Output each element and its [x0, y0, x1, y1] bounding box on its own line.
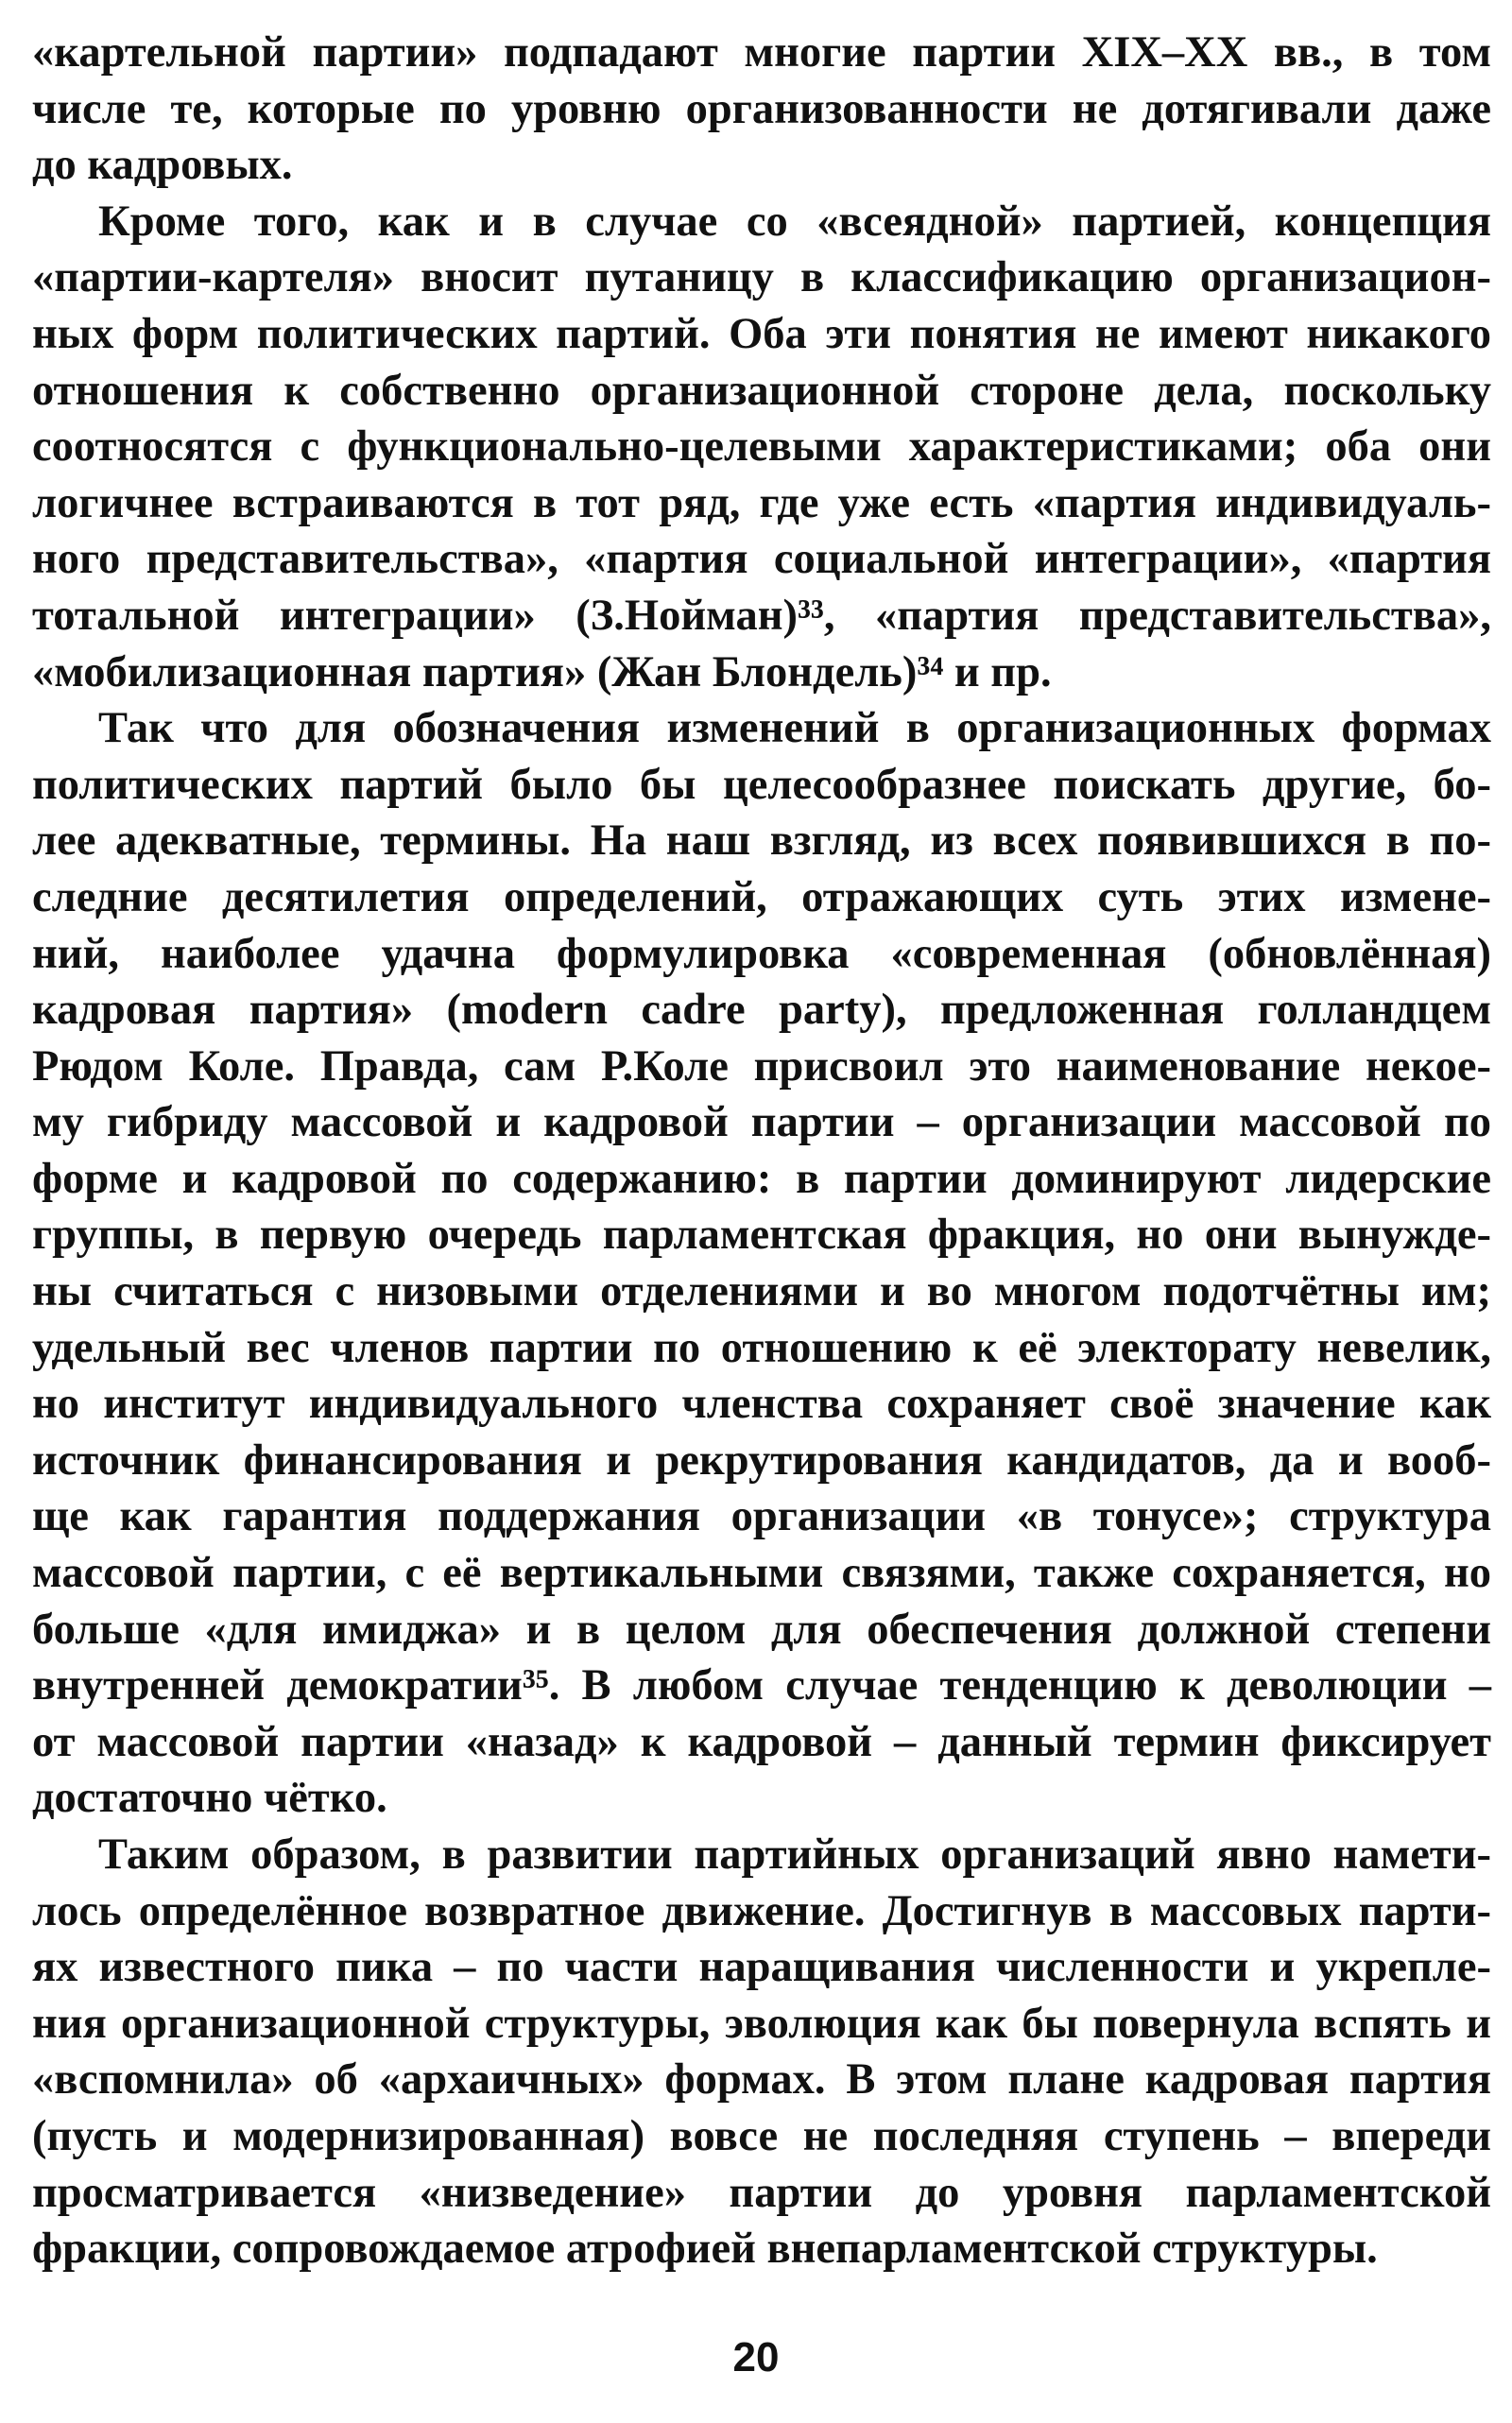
text-line: «мобилизационная партия» (Жан Блондель)³⁴ и пр. — [32, 647, 1052, 696]
text-line: от массовой партии «назад» к кадровой – данный термин фиксирует — [32, 1717, 1491, 1766]
text-line: му гибриду массовой и кадровой партии – организации массовой по — [32, 1098, 1491, 1147]
text-line: лее адекватные, термины. На наш взгляд, из всех появившихся в по- — [32, 816, 1491, 866]
text-line: до кадровых. — [32, 141, 293, 190]
text-line: массовой партии, с её вертикальными связями, также сохраняется, но — [32, 1549, 1491, 1598]
text-line: удельный вес членов партии по отношению к её электорату невелик, — [32, 1323, 1491, 1372]
text-line: следние десятилетия определений, отражающих суть этих измене- — [32, 872, 1491, 921]
text-line: фракции, сопровождаемое атрофией внепарламентской структуры. — [32, 2225, 1378, 2274]
text-line: источник финансирования и рекрутирования кандидатов, да и вооб- — [32, 1435, 1491, 1485]
text-line: форме и кадровой по содержанию: в партии доминируют лидерские — [32, 1154, 1491, 1203]
text-line: внутренней демократии³⁵. В любом случае тенденцию к деволюции – — [32, 1661, 1491, 1710]
text-line: Кроме того, как и в случае со «всеядной» партией, концепция — [98, 197, 1491, 246]
page-body — [32, 25, 1491, 2277]
text-line: Так что для обозначения изменений в организационных формах — [98, 704, 1491, 753]
text-line: достаточно чётко. — [32, 1774, 387, 1823]
text-line: Таким образом, в развитии партийных организаций явно намети- — [98, 1830, 1491, 1879]
text-line: «вспомнила» об «архаичных» формах. В этом плане кадровая партия — [32, 2055, 1491, 2105]
page-number: 20 — [732, 2334, 780, 2380]
text-line: соотносятся с функционально-целевыми характеристиками; оба они — [32, 422, 1491, 472]
text-line: лось определённое возвратное движение. Достигнув в массовых парти- — [32, 1886, 1491, 1935]
text-line: «картельной партии» подпадают многие партии XIX–XX вв., в том — [32, 28, 1491, 77]
text-line: больше «для имиджа» и в целом для обеспечения должной степени — [32, 1605, 1491, 1654]
text-line: просматривается «низведение» партии до уровня парламентской — [32, 2168, 1491, 2217]
text-line: отношения к собственно организационной стороне дела, поскольку — [32, 366, 1491, 415]
text-line: «партии-картеля» вносит путаницу в классификацию организацион- — [32, 253, 1491, 302]
text-line: ях известного пика – по части наращивания численности и укрепле- — [32, 1943, 1491, 1992]
text-line: но институт индивидуального членства сохраняет своё значение как — [32, 1380, 1491, 1429]
text-line: кадровая партия» (modern cadre party), предложенная голландцем — [32, 986, 1491, 1035]
text-line: ния организационной структуры, эволюция как бы повернула вспять и — [32, 1999, 1491, 2048]
text-line: тотальной интеграции» (З.Нойман)³³, «партия представительства», — [32, 591, 1491, 640]
text-line: группы, в первую очередь парламентская фракция, но они вынужде- — [32, 1211, 1491, 1260]
text-line: Рюдом Коле. Правда, сам Р.Коле присвоил это наименование некое- — [32, 1041, 1491, 1091]
text-line: логичнее встраиваются в тот ряд, где уже есть «партия индивидуаль- — [32, 478, 1491, 527]
text-line: ще как гарантия поддержания организации «в тонусе»; структура — [32, 1492, 1491, 1541]
text-line: ных форм политических партий. Оба эти понятия не имеют никакого — [32, 309, 1491, 358]
text-line: (пусть и модернизированная) вовсе не последняя ступень – впереди — [32, 2111, 1491, 2160]
text-line: ного представительства», «партия социальной интеграции», «партия — [32, 535, 1491, 584]
text-line: ний, наиболее удачна формулировка «современная (обновлённая) — [32, 929, 1491, 978]
text-line: ны считаться с низовыми отделениями и во многом подотчётны им; — [32, 1267, 1491, 1316]
text-line: политических партий было бы целесообразнее поискать другие, бо- — [32, 760, 1491, 809]
text-line: числе те, которые по уровню организованности не дотягивали даже — [32, 84, 1491, 133]
